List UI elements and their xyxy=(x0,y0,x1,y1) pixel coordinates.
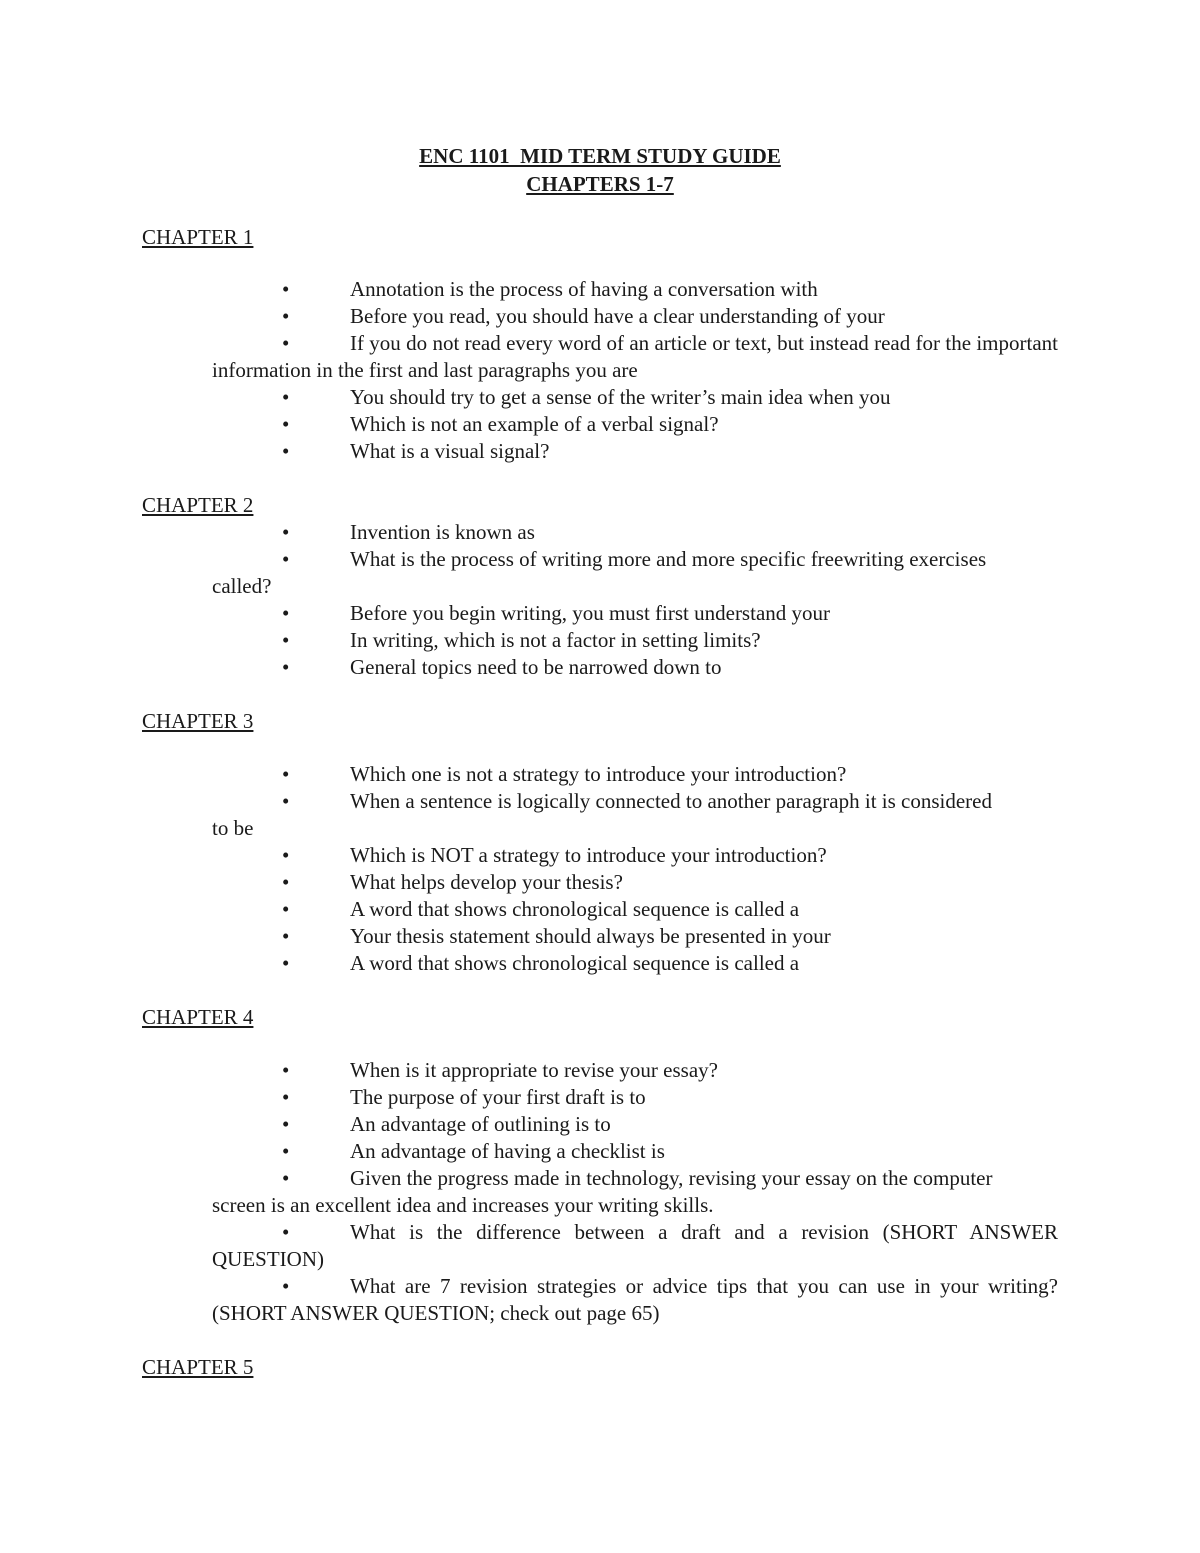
bullet-icon: • xyxy=(282,385,290,409)
bullet-icon: • xyxy=(282,655,290,679)
list-item xyxy=(212,950,1058,977)
bullet-icon: • xyxy=(282,1112,290,1136)
bullet-icon: • xyxy=(282,924,290,948)
list-item-text: You should try to get a sense of the writer’s main idea when you xyxy=(350,385,891,409)
list-item xyxy=(212,411,1058,438)
list-item-text: Which one is not a strategy to introduce your introduction? xyxy=(350,762,847,786)
bullet-icon: • xyxy=(282,439,290,463)
bullet-icon: • xyxy=(282,870,290,894)
list-item-text: What is the process of writing more and more specific freewriting exercises called? xyxy=(212,547,987,598)
list-item-text: In writing, which is not a factor in setting limits? xyxy=(350,628,761,652)
list-item-text: What is the difference between a draft and a revision (SHORT ANSWER QUESTION) xyxy=(212,1220,1058,1271)
list-item-text: Which is NOT a strategy to introduce your introduction? xyxy=(350,843,827,867)
list-item-text: Invention is known as xyxy=(350,520,535,544)
bullet-icon: • xyxy=(282,304,290,328)
chapter-1-heading: CHAPTER 1 xyxy=(142,225,254,249)
list-item-text: Before you begin writing, you must first understand your xyxy=(350,601,831,625)
list-item xyxy=(212,330,1058,384)
bullet-icon: • xyxy=(282,1139,290,1163)
list-item-text: Given the progress made in technology, revising your essay on the computer screen is an excellent idea and increases your writing skills. xyxy=(212,1166,993,1217)
list-item-text: If you do not read every word of an article or text, but instead read for the important information in the first and last paragraphs you are xyxy=(212,331,1058,382)
list-item xyxy=(212,600,1058,627)
page-subtitle: CHAPTERS 1-7 xyxy=(526,172,674,196)
chapter-2-heading: CHAPTER 2 xyxy=(142,493,254,517)
list-item xyxy=(212,1165,1012,1219)
bullet-icon: • xyxy=(282,628,290,652)
list-item xyxy=(212,869,1058,896)
list-item-text: What helps develop your thesis? xyxy=(350,870,623,894)
title-block xyxy=(0,142,1200,198)
list-item-text: An advantage of having a checklist is xyxy=(350,1139,665,1163)
list-item-text: Annotation is the process of having a conversation with xyxy=(350,277,818,301)
list-item-text: When is it appropriate to revise your essay? xyxy=(350,1058,718,1082)
bullet-icon: • xyxy=(282,331,290,355)
list-item xyxy=(212,438,1058,465)
list-item-text: When a sentence is logically connected to another paragraph it is considered to be xyxy=(212,789,992,840)
page-title: ENC 1101 MID TERM STUDY GUIDE xyxy=(419,144,781,168)
list-item-text: What are 7 revision strategies or advice tips that you can use in your writing? (SHORT ANSWER QUESTION; check out page 65) xyxy=(212,1274,1058,1325)
list-item-text: General topics need to be narrowed down to xyxy=(350,655,722,679)
bullet-icon: • xyxy=(282,601,290,625)
chapter-5-heading: CHAPTER 5 xyxy=(142,1355,254,1379)
list-item xyxy=(212,654,1058,681)
bullet-icon: • xyxy=(282,789,290,813)
list-item xyxy=(212,761,1058,788)
list-item xyxy=(212,1273,1058,1327)
list-item-text: Which is not an example of a verbal signal? xyxy=(350,412,719,436)
list-item xyxy=(212,842,1058,869)
list-item-text: An advantage of outlining is to xyxy=(350,1112,611,1136)
list-item-text: What is a visual signal? xyxy=(350,439,550,463)
list-item-text: A word that shows chronological sequence is called a xyxy=(350,951,800,975)
bullet-icon: • xyxy=(282,1220,290,1244)
bullet-icon: • xyxy=(282,547,290,571)
bullet-icon: • xyxy=(282,1058,290,1082)
bullet-icon: • xyxy=(282,1085,290,1109)
bullet-icon: • xyxy=(282,412,290,436)
bullet-icon: • xyxy=(282,1166,290,1190)
list-item xyxy=(212,896,1058,923)
bullet-icon: • xyxy=(282,277,290,301)
list-item-text: The purpose of your first draft is to xyxy=(350,1085,646,1109)
bullet-icon: • xyxy=(282,1274,290,1298)
list-item xyxy=(212,1084,1058,1111)
bullet-icon: • xyxy=(282,897,290,921)
list-item xyxy=(212,276,1058,303)
list-item xyxy=(212,303,1058,330)
list-item xyxy=(212,788,1002,842)
list-item xyxy=(212,923,1058,950)
chapter-3-heading: CHAPTER 3 xyxy=(142,709,254,733)
list-item xyxy=(212,546,1002,600)
bullet-icon: • xyxy=(282,843,290,867)
list-item-text: Your thesis statement should always be presented in your xyxy=(350,924,831,948)
list-item-text: A word that shows chronological sequence is called a xyxy=(350,897,800,921)
list-item xyxy=(212,519,1058,546)
list-item xyxy=(212,384,1058,411)
list-item xyxy=(212,1057,1058,1084)
list-item xyxy=(212,627,1058,654)
bullet-icon: • xyxy=(282,520,290,544)
chapter-4-heading: CHAPTER 4 xyxy=(142,1005,254,1029)
list-item-text: Before you read, you should have a clear understanding of your xyxy=(350,304,885,328)
list-item xyxy=(212,1219,1058,1273)
list-item xyxy=(212,1111,1058,1138)
list-item xyxy=(212,1138,1058,1165)
bullet-icon: • xyxy=(282,951,290,975)
bullet-icon: • xyxy=(282,762,290,786)
